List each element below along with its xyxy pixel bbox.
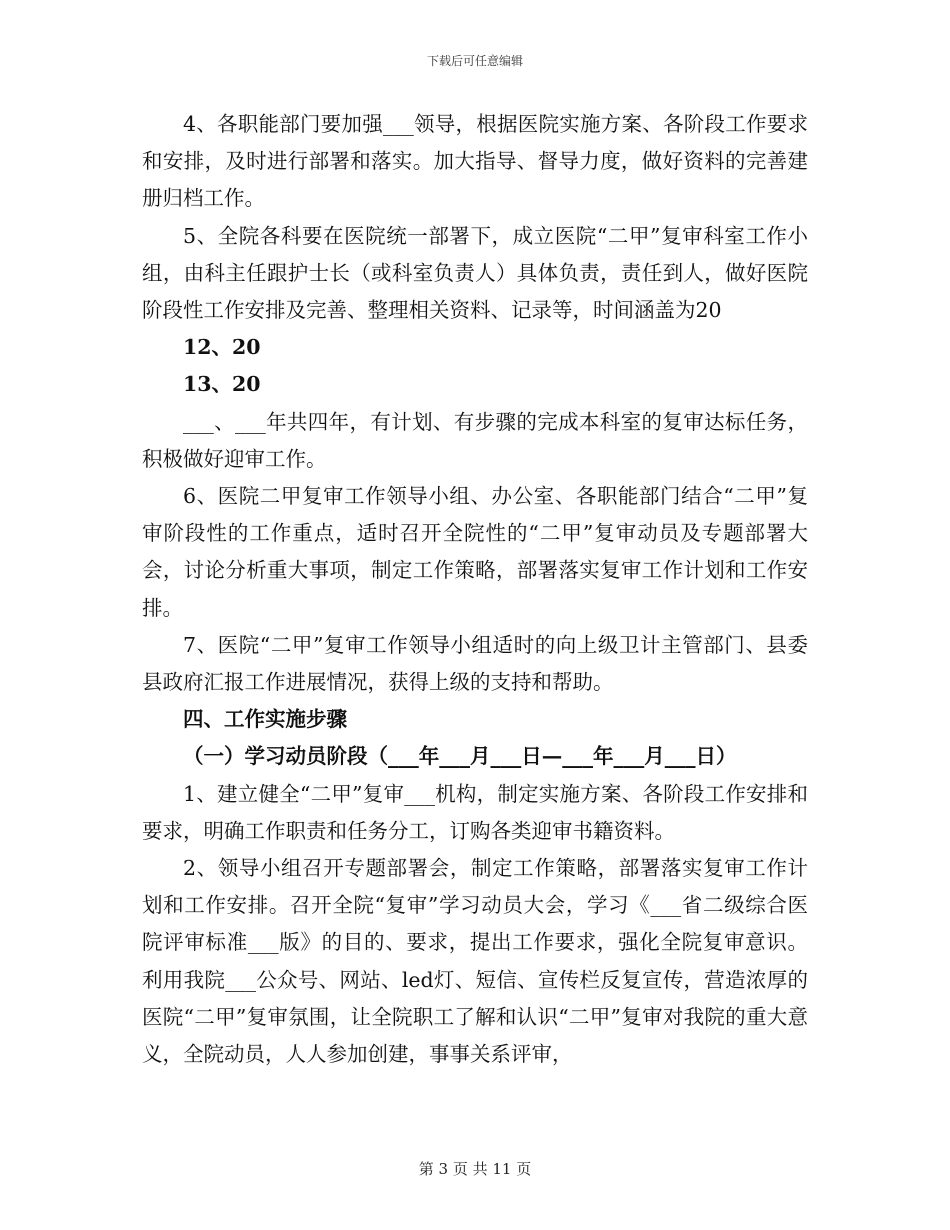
- page-number-footer: 第 3 页 共 11 页: [418, 1160, 532, 1178]
- paragraph-year-12: 12、20: [183, 335, 261, 360]
- paragraph-step-2: 2、领导小组召开专题部署会，制定工作策略，部署落实复审工作计划和工作安排。召开全院“复审”学习动员大会，学习《___省二级综合医院评审标准___版》的目的、要求，提出工作要求，强化全院复审意识。利用我院___公众号、网站、led灯、短信、宣传栏反复宣传，营造浓厚的医院“二甲”复审氛围，让全院职工了解和认识“二甲”复审对我院的重大意义，全院动员，人人参加创建，事事关系评审，: [142, 856, 808, 1067]
- paragraph-item-4: 4、各职能部门要加强___领导，根据医院实施方案、各阶段工作要求和安排，及时进行部署和落实。加大指导、督导力度，做好资料的完善建册归档工作。: [142, 112, 808, 211]
- paragraph-item-5: 5、全院各科要在医院统一部署下，成立医院“二甲”复审科室工作小组，由科主任跟护士长（或科室负责人）具体负责，责任到人，做好医院阶段性工作安排及完善、整理相关资料、记录等，时间涵盖为20: [142, 223, 808, 323]
- paragraph-item-6: 6、医院二甲复审工作领导小组、办公室、各职能部门结合“二甲”复审阶段性的工作重点，适时召开全院性的“二甲”复审动员及专题部署大会，讨论分析重大事项，制定工作策略，部署落实复审工作计划和工作安排。: [142, 484, 808, 620]
- subsection-heading-mobilization: （一）学习动员阶段（___年___月___日—___年___月___日）: [183, 744, 737, 769]
- page-header: 下载后可任意编辑: [426, 54, 523, 68]
- paragraph-four-years: ___、___年共四年，有计划、有步骤的完成本科室的复审达标任务，积极做好迎审工作。: [142, 409, 808, 471]
- document-body: [142, 106, 808, 1073]
- paragraph-item-7: 7、医院“二甲”复审工作领导小组适时的向上级卫计主管部门、县委县政府汇报工作进展情况，获得上级的支持和帮助。: [142, 632, 808, 695]
- paragraph-year-13: 13、20: [183, 372, 261, 397]
- section-heading-steps: 四、工作实施步骤: [183, 707, 347, 732]
- paragraph-step-1: 1、建立健全“二甲”复审___机构，制定实施方案、各阶段工作安排和要求，明确工作职责和任务分工，订购各类迎审书籍资料。: [142, 781, 808, 843]
